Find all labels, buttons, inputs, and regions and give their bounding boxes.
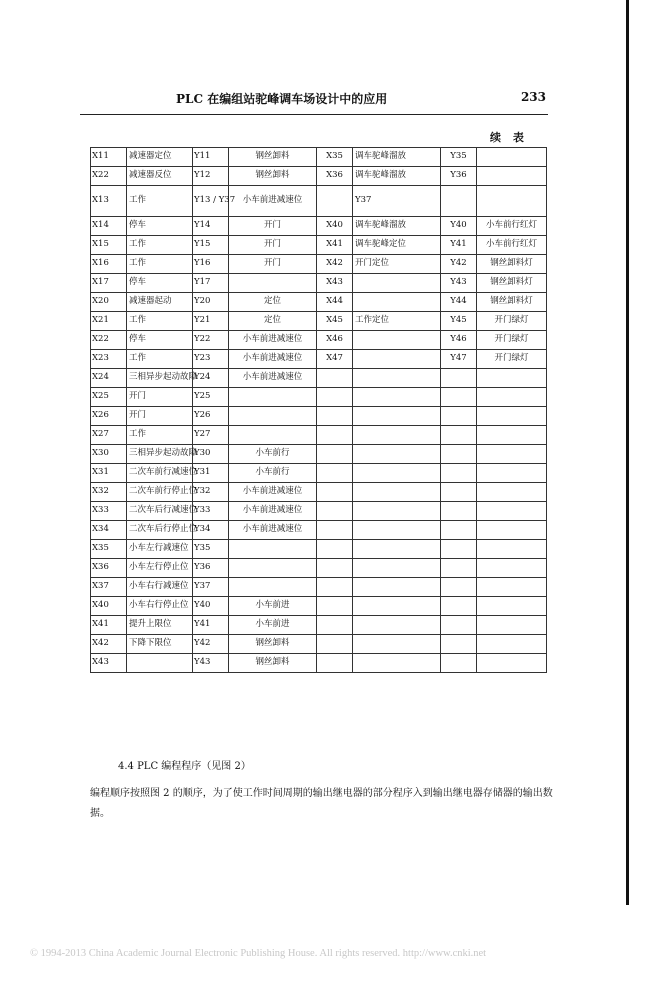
table-cell <box>353 540 441 559</box>
table-cell <box>317 521 353 540</box>
table-cell: 小车前进减速位 <box>229 369 317 388</box>
table-cell: 工作 <box>127 186 193 217</box>
table-cell: Y26 <box>193 407 229 426</box>
table-cell: X17 <box>91 274 127 293</box>
table-cell <box>317 464 353 483</box>
table-cell <box>229 426 317 445</box>
table-cell <box>353 559 441 578</box>
table-cell: Y14 <box>193 217 229 236</box>
table-row <box>91 426 547 445</box>
header-divider <box>80 114 548 115</box>
table-cell: Y15 <box>193 236 229 255</box>
table-cell <box>477 540 547 559</box>
table-cell: 减速器起动 <box>127 293 193 312</box>
table-cell <box>353 293 441 312</box>
table-cell: 小车前行 <box>229 445 317 464</box>
table-cell <box>441 521 477 540</box>
table-cell: X42 <box>317 255 353 274</box>
table-cell <box>477 597 547 616</box>
table-cell <box>353 388 441 407</box>
table-cell: X24 <box>91 369 127 388</box>
table-cell <box>477 654 547 673</box>
table-row <box>91 445 547 464</box>
table-row <box>91 521 547 540</box>
table-cell <box>317 407 353 426</box>
table-cell <box>477 407 547 426</box>
table-cell: X26 <box>91 407 127 426</box>
table-cell <box>353 521 441 540</box>
table-cell: 小车前进 <box>229 616 317 635</box>
table-cell: 减速器反位 <box>127 167 193 186</box>
table-cell: X14 <box>91 217 127 236</box>
table-row <box>91 635 547 654</box>
table-cell: 调车驼峰定位 <box>353 236 441 255</box>
table-cell <box>353 635 441 654</box>
table-caption: 续 表 <box>490 131 528 144</box>
body-paragraph: 编程顺序按照图 2 的顺序，为了使工作时间周期的输出继电器的部分程序入到输出继电器存储器的输出数据。 <box>90 788 553 819</box>
table-row <box>91 407 547 426</box>
table-cell: 钢丝卸料 <box>229 654 317 673</box>
table-row <box>91 312 547 331</box>
table-cell: 工作定位 <box>353 312 441 331</box>
table-cell <box>127 654 193 673</box>
table-cell: 钢丝卸料灯 <box>477 255 547 274</box>
table-cell <box>441 597 477 616</box>
table-cell: Y12 <box>193 167 229 186</box>
table-cell: 工作 <box>127 312 193 331</box>
table-cell: 开门绿灯 <box>477 350 547 369</box>
table-cell <box>229 540 317 559</box>
table-cell: X13 <box>91 186 127 217</box>
table-cell <box>477 483 547 502</box>
table-cell: X16 <box>91 255 127 274</box>
table-cell: X36 <box>317 167 353 186</box>
table-row <box>91 293 547 312</box>
table-cell: 二次车前行停止位 <box>127 483 193 502</box>
table-row <box>91 167 547 186</box>
table-cell: 调车驼峰溜放 <box>353 148 441 167</box>
table-cell: Y40 <box>193 597 229 616</box>
table-cell: 工作 <box>127 255 193 274</box>
table-cell: Y41 <box>193 616 229 635</box>
table-cell <box>353 445 441 464</box>
table-cell: 开门定位 <box>353 255 441 274</box>
table-cell <box>317 578 353 597</box>
table-cell: 减速器定位 <box>127 148 193 167</box>
table-cell <box>317 426 353 445</box>
table-cell <box>477 616 547 635</box>
table-row <box>91 274 547 293</box>
table-cell: Y13 / Y37 <box>193 186 229 217</box>
table-cell: X33 <box>91 502 127 521</box>
table-cell <box>353 274 441 293</box>
table-cell: X43 <box>91 654 127 673</box>
table-cell: X27 <box>91 426 127 445</box>
table-row <box>91 483 547 502</box>
table-cell: 小车前进减速位 <box>229 483 317 502</box>
table-cell: 小车前进减速位 <box>229 186 317 217</box>
table-cell: X43 <box>317 274 353 293</box>
table-cell: X23 <box>91 350 127 369</box>
table-cell: 开门 <box>229 255 317 274</box>
header-title: PLC 在编组站驼峰调车场设计中的应用 <box>176 92 388 106</box>
table-cell <box>353 597 441 616</box>
table-row <box>91 255 547 274</box>
table-cell: X34 <box>91 521 127 540</box>
table-cell: X46 <box>317 331 353 350</box>
table-cell <box>477 148 547 167</box>
table-cell: Y35 <box>441 148 477 167</box>
table-cell <box>477 464 547 483</box>
table-cell: 开门绿灯 <box>477 312 547 331</box>
table-cell: Y44 <box>441 293 477 312</box>
table-cell <box>441 616 477 635</box>
table-cell: X22 <box>91 331 127 350</box>
table-cell <box>353 464 441 483</box>
table-cell: 小车前进减速位 <box>229 502 317 521</box>
table-cell: 工作 <box>127 236 193 255</box>
table-cell <box>441 186 477 217</box>
table-cell <box>441 407 477 426</box>
table-row <box>91 331 547 350</box>
table-row <box>91 540 547 559</box>
table-cell: 小车前进减速位 <box>229 521 317 540</box>
table-cell: X25 <box>91 388 127 407</box>
table-cell: X36 <box>91 559 127 578</box>
table-cell: Y21 <box>193 312 229 331</box>
table-cell <box>353 331 441 350</box>
table-cell <box>317 388 353 407</box>
table-cell <box>477 369 547 388</box>
table-cell <box>353 407 441 426</box>
table-row <box>91 464 547 483</box>
table-cell <box>477 186 547 217</box>
table-cell: X31 <box>91 464 127 483</box>
table-cell: Y37 <box>193 578 229 597</box>
table-cell <box>229 578 317 597</box>
table-cell: 小车前行红灯 <box>477 236 547 255</box>
table-cell: Y23 <box>193 350 229 369</box>
table-cell <box>441 426 477 445</box>
table-cell <box>229 559 317 578</box>
table-cell: 停车 <box>127 331 193 350</box>
table-cell: 小车左行减速位 <box>127 540 193 559</box>
table-cell <box>477 635 547 654</box>
table-cell <box>317 654 353 673</box>
table-cell: Y46 <box>441 331 477 350</box>
table-row <box>91 502 547 521</box>
table-cell: 小车前进减速位 <box>229 331 317 350</box>
table-cell <box>441 369 477 388</box>
table-cell: 小车前行 <box>229 464 317 483</box>
table-cell <box>353 502 441 521</box>
table-cell <box>353 654 441 673</box>
table-cell: Y35 <box>193 540 229 559</box>
table-cell <box>353 616 441 635</box>
table-cell: X20 <box>91 293 127 312</box>
table-cell: 调车驼峰溜放 <box>353 217 441 236</box>
table-cell <box>317 186 353 217</box>
table-cell <box>441 502 477 521</box>
table-cell <box>441 483 477 502</box>
table-cell: 定位 <box>229 293 317 312</box>
table-cell: X47 <box>317 350 353 369</box>
table-cell: X35 <box>91 540 127 559</box>
table-cell: Y32 <box>193 483 229 502</box>
table-cell: Y47 <box>441 350 477 369</box>
table-cell: Y45 <box>441 312 477 331</box>
table-cell: X41 <box>317 236 353 255</box>
table-cell: Y36 <box>193 559 229 578</box>
table-cell: X42 <box>91 635 127 654</box>
table-cell: Y25 <box>193 388 229 407</box>
table-cell: Y31 <box>193 464 229 483</box>
table-cell: 开门 <box>127 388 193 407</box>
table-cell <box>441 578 477 597</box>
table-cell: 提升上限位 <box>127 616 193 635</box>
table-cell <box>317 369 353 388</box>
table-cell: X32 <box>91 483 127 502</box>
table-cell: X11 <box>91 148 127 167</box>
table-cell: X37 <box>91 578 127 597</box>
table-row <box>91 369 547 388</box>
page-number: 233 <box>520 90 546 104</box>
table-cell <box>477 578 547 597</box>
table-cell <box>441 559 477 578</box>
table-row <box>91 388 547 407</box>
table-cell: 开门 <box>229 217 317 236</box>
io-assignment-table <box>90 147 547 673</box>
table-cell: Y22 <box>193 331 229 350</box>
table-row <box>91 186 547 217</box>
table-cell <box>477 521 547 540</box>
table-cell <box>317 616 353 635</box>
table-cell: 工作 <box>127 350 193 369</box>
table-cell: Y24 <box>193 369 229 388</box>
table-cell <box>229 274 317 293</box>
table-row <box>91 559 547 578</box>
table-cell: 钢丝卸料灯 <box>477 274 547 293</box>
table-cell: 三相异步起动故障 <box>127 369 193 388</box>
table-cell: 定位 <box>229 312 317 331</box>
table-cell: X21 <box>91 312 127 331</box>
table-row <box>91 148 547 167</box>
table-cell <box>317 597 353 616</box>
table-row <box>91 350 547 369</box>
table-row <box>91 236 547 255</box>
table-cell <box>317 483 353 502</box>
table-cell: 调车驼峰溜放 <box>353 167 441 186</box>
table-cell: 小车前进减速位 <box>229 350 317 369</box>
table-cell <box>353 483 441 502</box>
table-cell <box>317 502 353 521</box>
table-cell <box>229 388 317 407</box>
table-cell: 钢丝卸料 <box>229 635 317 654</box>
table-cell <box>317 540 353 559</box>
table-cell <box>353 426 441 445</box>
table-cell <box>229 407 317 426</box>
table-cell: Y43 <box>193 654 229 673</box>
table-cell: X44 <box>317 293 353 312</box>
table-cell: X35 <box>317 148 353 167</box>
table-cell: Y36 <box>441 167 477 186</box>
table-cell: 开门 <box>229 236 317 255</box>
table-cell <box>441 540 477 559</box>
table-cell <box>441 388 477 407</box>
page-edge-rule <box>626 0 629 905</box>
table-cell: X22 <box>91 167 127 186</box>
table-cell: Y34 <box>193 521 229 540</box>
table-cell: 钢丝卸料灯 <box>477 293 547 312</box>
table-cell <box>317 635 353 654</box>
table-row <box>91 616 547 635</box>
table-cell: 停车 <box>127 217 193 236</box>
table-cell <box>317 445 353 464</box>
table-row <box>91 654 547 673</box>
table-row <box>91 597 547 616</box>
table-cell: 下降下限位 <box>127 635 193 654</box>
table-cell: Y43 <box>441 274 477 293</box>
table-cell <box>477 167 547 186</box>
table-cell: X40 <box>317 217 353 236</box>
table-cell: Y11 <box>193 148 229 167</box>
table-cell: Y16 <box>193 255 229 274</box>
running-header <box>176 90 546 110</box>
table-cell: 二次车后行停止位 <box>127 521 193 540</box>
table-cell <box>317 559 353 578</box>
table-cell: Y40 <box>441 217 477 236</box>
table-cell: Y30 <box>193 445 229 464</box>
table-cell: 小车右行减速位 <box>127 578 193 597</box>
table-cell: X45 <box>317 312 353 331</box>
table-cell <box>441 464 477 483</box>
table-cell: Y37 <box>353 186 441 217</box>
table-cell: 钢丝卸料 <box>229 167 317 186</box>
table-cell: Y41 <box>441 236 477 255</box>
table-cell: Y20 <box>193 293 229 312</box>
table-cell: 二次车后行减速位 <box>127 502 193 521</box>
table-cell <box>477 502 547 521</box>
table-cell: 小车前行红灯 <box>477 217 547 236</box>
table-cell: Y42 <box>441 255 477 274</box>
table-cell <box>477 445 547 464</box>
table-cell: 工作 <box>127 426 193 445</box>
table-cell: 二次车前行减速位 <box>127 464 193 483</box>
table-cell <box>441 654 477 673</box>
table-cell: 开门 <box>127 407 193 426</box>
table-cell: X15 <box>91 236 127 255</box>
copyright-footer: © 1994-2013 China Academic Journal Electronic Publishing House. All rights reserved. http://www.cnki.net <box>30 948 487 959</box>
table-cell: Y17 <box>193 274 229 293</box>
table-cell: 停车 <box>127 274 193 293</box>
table-cell: X40 <box>91 597 127 616</box>
table-cell: Y42 <box>193 635 229 654</box>
table-cell <box>353 350 441 369</box>
table-cell <box>353 369 441 388</box>
table-cell: 小车左行停止位 <box>127 559 193 578</box>
table-cell: X30 <box>91 445 127 464</box>
table-cell: 小车前进 <box>229 597 317 616</box>
table-cell <box>353 578 441 597</box>
table-cell <box>441 445 477 464</box>
table-cell <box>441 635 477 654</box>
table-cell: Y33 <box>193 502 229 521</box>
table-cell: 开门绿灯 <box>477 331 547 350</box>
section-heading: 4.4 PLC 编程程序（见图 2） <box>118 761 251 772</box>
table-cell <box>477 426 547 445</box>
table-cell: 三相异步起动故障 <box>127 445 193 464</box>
table-cell <box>477 559 547 578</box>
table-cell: 钢丝卸料 <box>229 148 317 167</box>
table-cell: Y27 <box>193 426 229 445</box>
table-cell: X41 <box>91 616 127 635</box>
table-row <box>91 578 547 597</box>
table-cell: 小车右行停止位 <box>127 597 193 616</box>
table-cell <box>477 388 547 407</box>
table-row <box>91 217 547 236</box>
